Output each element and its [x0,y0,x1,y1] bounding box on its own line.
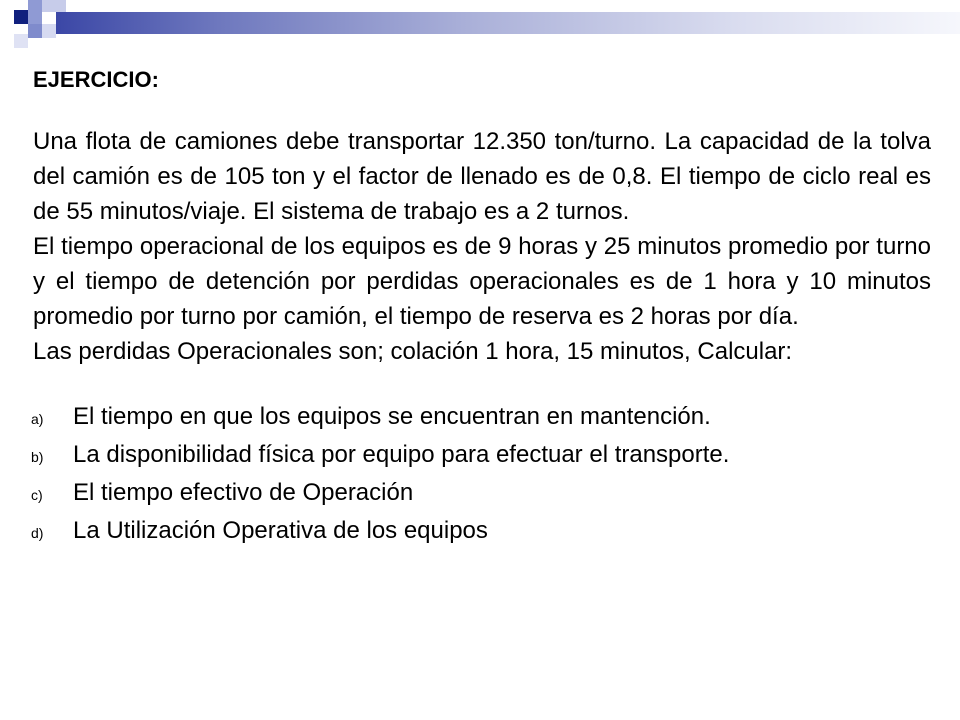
question-list [31,399,931,551]
question-item [31,399,931,437]
question-item [31,437,931,475]
slide-content [33,66,931,551]
question-item [31,513,931,551]
problem-paragraph: El tiempo operacional de los equipos es de 9 horas y 25 minutos promedio por turno y el tiempo de detención por perdidas operacionales es de 1 hora y 10 minutos promedio por turno por camión, el tiempo de reserva es 2 horas por día. [33,233,931,330]
problem-paragraph: Una flota de camiones debe transportar 12.350 ton/turno. La capacidad de la tolva del camión es de 105 ton y el factor de llenado es de 0,8. El tiempo de ciclo real es de 55 minutos/viaje. El sistema de trabajo es a 2 turnos. [33,128,931,225]
question-marker: a) [31,411,44,427]
decor-square [14,34,28,48]
decor-square [42,24,56,38]
question-text: La disponibilidad física por equipo para efectuar el transporte. [73,441,730,468]
question-marker: d) [31,525,44,541]
question-item [31,475,931,513]
question-text: El tiempo efectivo de Operación [73,479,414,506]
exercise-heading: EJERCICIO: [33,67,159,92]
decor-square [42,0,66,12]
decor-square [28,0,42,24]
decor-square [14,10,28,24]
problem-paragraph: Las perdidas Operacionales son; colación 1 hora, 15 minutos, Calcular: [33,338,793,365]
question-marker: b) [31,449,44,465]
question-marker: c) [31,487,43,503]
question-text: La Utilización Operativa de los equipos [73,517,488,544]
header-gradient-bar [56,12,960,34]
question-text: El tiempo en que los equipos se encuentran en mantención. [73,403,711,430]
decor-square [28,24,42,38]
